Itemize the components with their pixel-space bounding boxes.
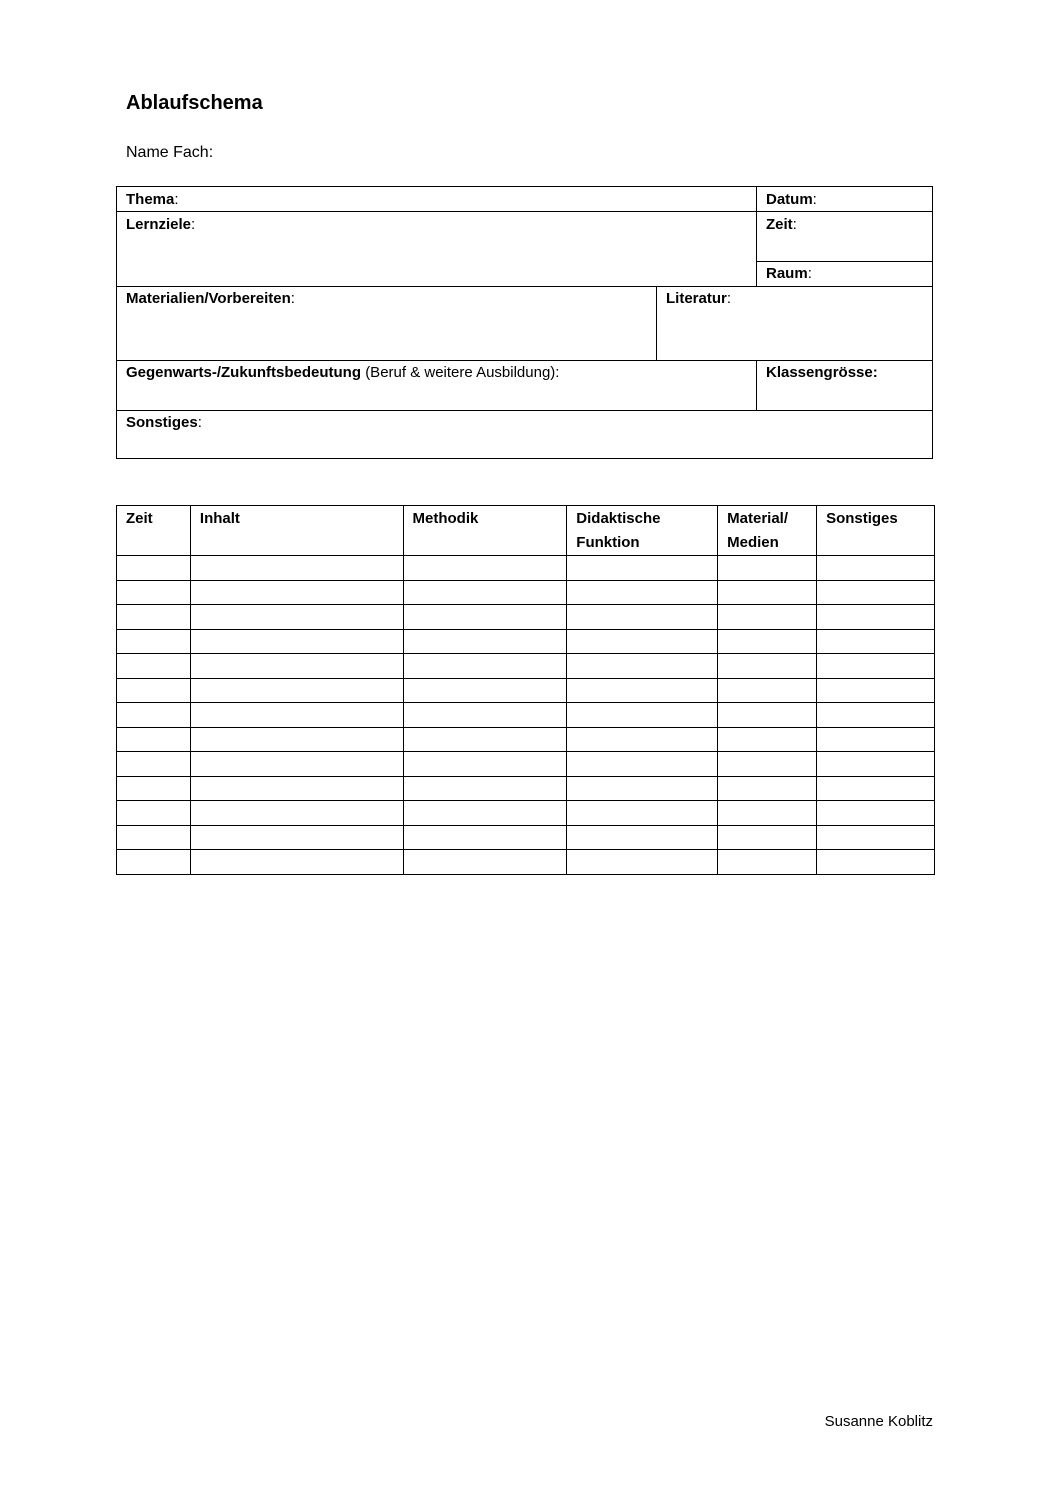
colon: : — [807, 265, 812, 282]
field-sonstiges[interactable] — [126, 414, 202, 431]
zeit-label: Zeit — [766, 216, 793, 233]
table-cell[interactable] — [567, 703, 718, 728]
table-cell[interactable] — [718, 654, 817, 679]
table-cell[interactable] — [403, 703, 567, 728]
table-cell[interactable] — [117, 580, 191, 605]
table-cell[interactable] — [403, 629, 567, 654]
table-cell[interactable] — [190, 752, 403, 777]
field-literatur[interactable] — [666, 290, 731, 307]
thema-label: Thema — [126, 191, 175, 208]
table-cell[interactable] — [718, 605, 817, 630]
table-cell[interactable] — [190, 556, 403, 581]
column-header-material-medien: Material/ Medien — [718, 506, 817, 556]
table-row — [117, 801, 935, 826]
colon: : — [290, 290, 295, 307]
column-header-methodik: Methodik — [403, 506, 567, 556]
field-lernziele[interactable] — [126, 216, 195, 233]
bedeutung-note: (Beruf & weitere Ausbildung): — [365, 364, 560, 381]
lernziele-label: Lernziele — [126, 216, 192, 233]
table-cell[interactable] — [117, 629, 191, 654]
table-cell[interactable] — [817, 801, 935, 826]
table-cell[interactable] — [403, 556, 567, 581]
bedeutung-label: Gegenwarts-/Zukunftsbedeutung — [126, 364, 362, 381]
klassengroesse-label: Klassengrösse: — [766, 364, 878, 381]
schedule-header-row — [117, 506, 935, 556]
table-cell[interactable] — [718, 776, 817, 801]
field-klassengroesse[interactable] — [766, 364, 878, 381]
table-cell[interactable] — [567, 825, 718, 850]
table-row — [117, 556, 935, 581]
lesson-header-form — [116, 186, 933, 459]
table-cell[interactable] — [718, 703, 817, 728]
table-cell[interactable] — [190, 727, 403, 752]
table-cell[interactable] — [567, 580, 718, 605]
table-cell[interactable] — [718, 752, 817, 777]
colon: : — [726, 290, 732, 307]
divider — [117, 360, 932, 361]
colon: : — [191, 216, 196, 233]
table-cell[interactable] — [117, 850, 191, 875]
table-cell[interactable] — [718, 825, 817, 850]
table-cell[interactable] — [567, 556, 718, 581]
table-row — [117, 580, 935, 605]
field-raum[interactable] — [766, 265, 812, 282]
table-cell[interactable] — [567, 850, 718, 875]
table-cell[interactable] — [817, 580, 935, 605]
table-cell[interactable] — [567, 629, 718, 654]
table-cell[interactable] — [567, 678, 718, 703]
divider — [117, 286, 932, 287]
table-cell[interactable] — [190, 850, 403, 875]
table-row — [117, 629, 935, 654]
table-cell[interactable] — [117, 605, 191, 630]
table-cell[interactable] — [117, 825, 191, 850]
table-cell[interactable] — [190, 776, 403, 801]
datum-label: Datum — [766, 191, 813, 208]
colon: : — [792, 216, 797, 233]
table-cell[interactable] — [403, 678, 567, 703]
column-header-zeit: Zeit — [117, 506, 191, 556]
table-cell[interactable] — [817, 850, 935, 875]
table-cell[interactable] — [190, 580, 403, 605]
table-cell[interactable] — [817, 629, 935, 654]
table-cell[interactable] — [567, 654, 718, 679]
column-header-inhalt: Inhalt — [190, 506, 403, 556]
field-materialien[interactable] — [126, 290, 295, 307]
table-cell[interactable] — [817, 825, 935, 850]
table-row — [117, 654, 935, 679]
table-cell[interactable] — [117, 801, 191, 826]
divider — [656, 286, 657, 360]
divider — [117, 211, 932, 212]
table-cell[interactable] — [403, 776, 567, 801]
table-cell[interactable] — [817, 703, 935, 728]
table-cell[interactable] — [718, 850, 817, 875]
table-cell[interactable] — [117, 654, 191, 679]
table-cell[interactable] — [403, 801, 567, 826]
table-cell[interactable] — [718, 801, 817, 826]
divider — [756, 187, 757, 286]
document-title: Ablaufschema — [126, 92, 263, 114]
table-cell[interactable] — [190, 801, 403, 826]
column-header-didaktische-funktion: Didaktische Funktion — [567, 506, 718, 556]
table-cell[interactable] — [117, 678, 191, 703]
table-cell[interactable] — [190, 703, 403, 728]
divider — [117, 410, 932, 411]
table-cell[interactable] — [403, 752, 567, 777]
table-cell[interactable] — [190, 825, 403, 850]
table-cell[interactable] — [403, 654, 567, 679]
table-cell[interactable] — [403, 825, 567, 850]
materialien-label: Materialien/Vorbereiten — [126, 290, 291, 307]
table-cell[interactable] — [718, 678, 817, 703]
table-cell[interactable] — [567, 605, 718, 630]
author-name: Susanne Koblitz — [824, 1413, 933, 1430]
field-datum[interactable] — [766, 191, 817, 208]
column-header-sonstiges: Sonstiges — [817, 506, 935, 556]
field-thema[interactable] — [126, 191, 179, 208]
table-cell[interactable] — [117, 703, 191, 728]
table-cell[interactable] — [817, 752, 935, 777]
table-cell[interactable] — [403, 850, 567, 875]
table-cell[interactable] — [718, 727, 817, 752]
table-cell[interactable] — [567, 727, 718, 752]
name-fach-label: Name Fach: — [126, 144, 214, 161]
table-cell[interactable] — [190, 629, 403, 654]
table-cell[interactable] — [403, 580, 567, 605]
table-cell[interactable] — [117, 776, 191, 801]
table-row — [117, 825, 935, 850]
colon: : — [174, 191, 179, 208]
table-cell[interactable] — [190, 605, 403, 630]
sonstiges-label: Sonstiges — [126, 414, 198, 431]
table-cell[interactable] — [567, 801, 718, 826]
table-cell[interactable] — [817, 605, 935, 630]
table-cell[interactable] — [117, 752, 191, 777]
literatur-label: Literatur — [666, 290, 727, 307]
table-cell[interactable] — [190, 678, 403, 703]
table-row — [117, 678, 935, 703]
table-row — [117, 703, 935, 728]
field-bedeutung[interactable] — [126, 364, 559, 381]
table-cell[interactable] — [817, 654, 935, 679]
table-cell[interactable] — [817, 776, 935, 801]
table-cell[interactable] — [817, 678, 935, 703]
table-cell[interactable] — [817, 556, 935, 581]
raum-label: Raum — [766, 265, 808, 282]
divider — [756, 261, 932, 262]
table-row — [117, 776, 935, 801]
table-cell[interactable] — [403, 605, 567, 630]
table-cell[interactable] — [718, 629, 817, 654]
table-cell[interactable] — [117, 727, 191, 752]
schedule-table — [116, 505, 935, 875]
table-row — [117, 727, 935, 752]
table-row — [117, 752, 935, 777]
colon: : — [812, 191, 817, 208]
divider — [756, 360, 757, 410]
schedule-body — [117, 556, 935, 875]
colon: : — [197, 414, 202, 431]
table-cell[interactable] — [117, 556, 191, 581]
table-cell[interactable] — [190, 654, 403, 679]
table-row — [117, 605, 935, 630]
table-row — [117, 850, 935, 875]
table-cell[interactable] — [718, 580, 817, 605]
table-cell[interactable] — [567, 752, 718, 777]
table-cell[interactable] — [567, 776, 718, 801]
table-cell[interactable] — [403, 727, 567, 752]
table-cell[interactable] — [817, 727, 935, 752]
field-zeit[interactable] — [766, 216, 797, 233]
table-cell[interactable] — [718, 556, 817, 581]
